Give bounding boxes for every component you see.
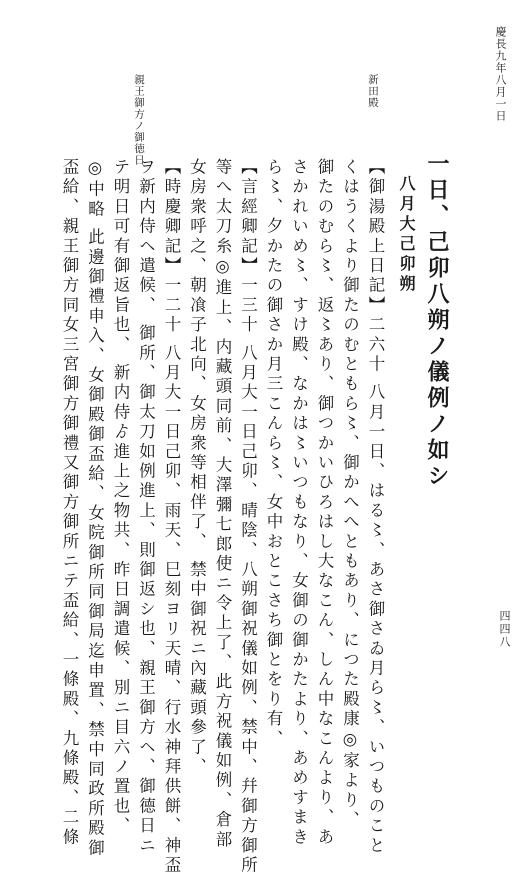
text-column: ヲ新内侍ヘ遣候、 御所、御太刀如例進上、則御返シ也、親王御方ヘ、御德日ニ [136,158,156,856]
text-column: くはうくより御たのむともら〻、御かへへともあり、につた殿康◎家より、 [340,158,360,831]
text-column: 御たのむら〻、返〻あり、御つかいひろはし大なこん、しん中なこんより、あ [315,158,334,848]
text-column: ◎中略 此邊御禮申入、女御殿御盃給、女院御所同御局迄申置、禁中同政所殿御 [85,158,105,859]
text-column: ら〻、夕かたの御さか月三こんら〻、女中おとこさち御とをり有、 [264,158,283,749]
date-heading: 八月大己卯朔 [397,175,416,295]
page-number: 四四八 [498,610,511,649]
text-column: 【御湯殿上日記】二六十 八月一日、はる〻、あさ御さゐ月ら〻、いつものこと [366,158,385,856]
text-column: テ明日可有御返旨也、 新内侍ゟ進上之物共、昨日調遣候、別ニ目六ノ置也、 [111,158,130,837]
text-column: 【言經卿記】一三十 八月大一日己卯、晴陰、八朔御祝儀如例、禁中、幷御方御所 [238,158,258,876]
running-header: 慶長九年八月一日 [494,26,507,122]
text-column: 等へ太刀糸◎進上、内藏頭同前、大澤彌七郎使ニ令上了、此方祝儀如例、倉部 [213,158,232,850]
entry-title: 一日、己卯八朔ノ儀例ノ如シ [424,152,450,490]
text-column: 女房衆呼之、朝飡子北向、女房衆等相伴了、 禁中御祝ニ內藏頭參了、 [187,158,207,778]
text-column: さかれいめ〻、すけ殿、なかは〻いつもなり、女御の御かたより、あめすまき [289,158,309,848]
margin-note-nitta: 新田殿 [367,74,379,109]
margin-note-shinno: 親王御方ノ御徳日 [133,74,145,166]
text-column: 【時慶卿記】一二十 八月大一日己卯、雨天、巳刻ヨリ天晴、行水神拜供餅、神盃 [162,158,181,876]
text-column: 盃給、親王御方同女三宮御方御禮又御方御所ニテ盃給、一條殿、九條殿、二條 [60,158,79,848]
